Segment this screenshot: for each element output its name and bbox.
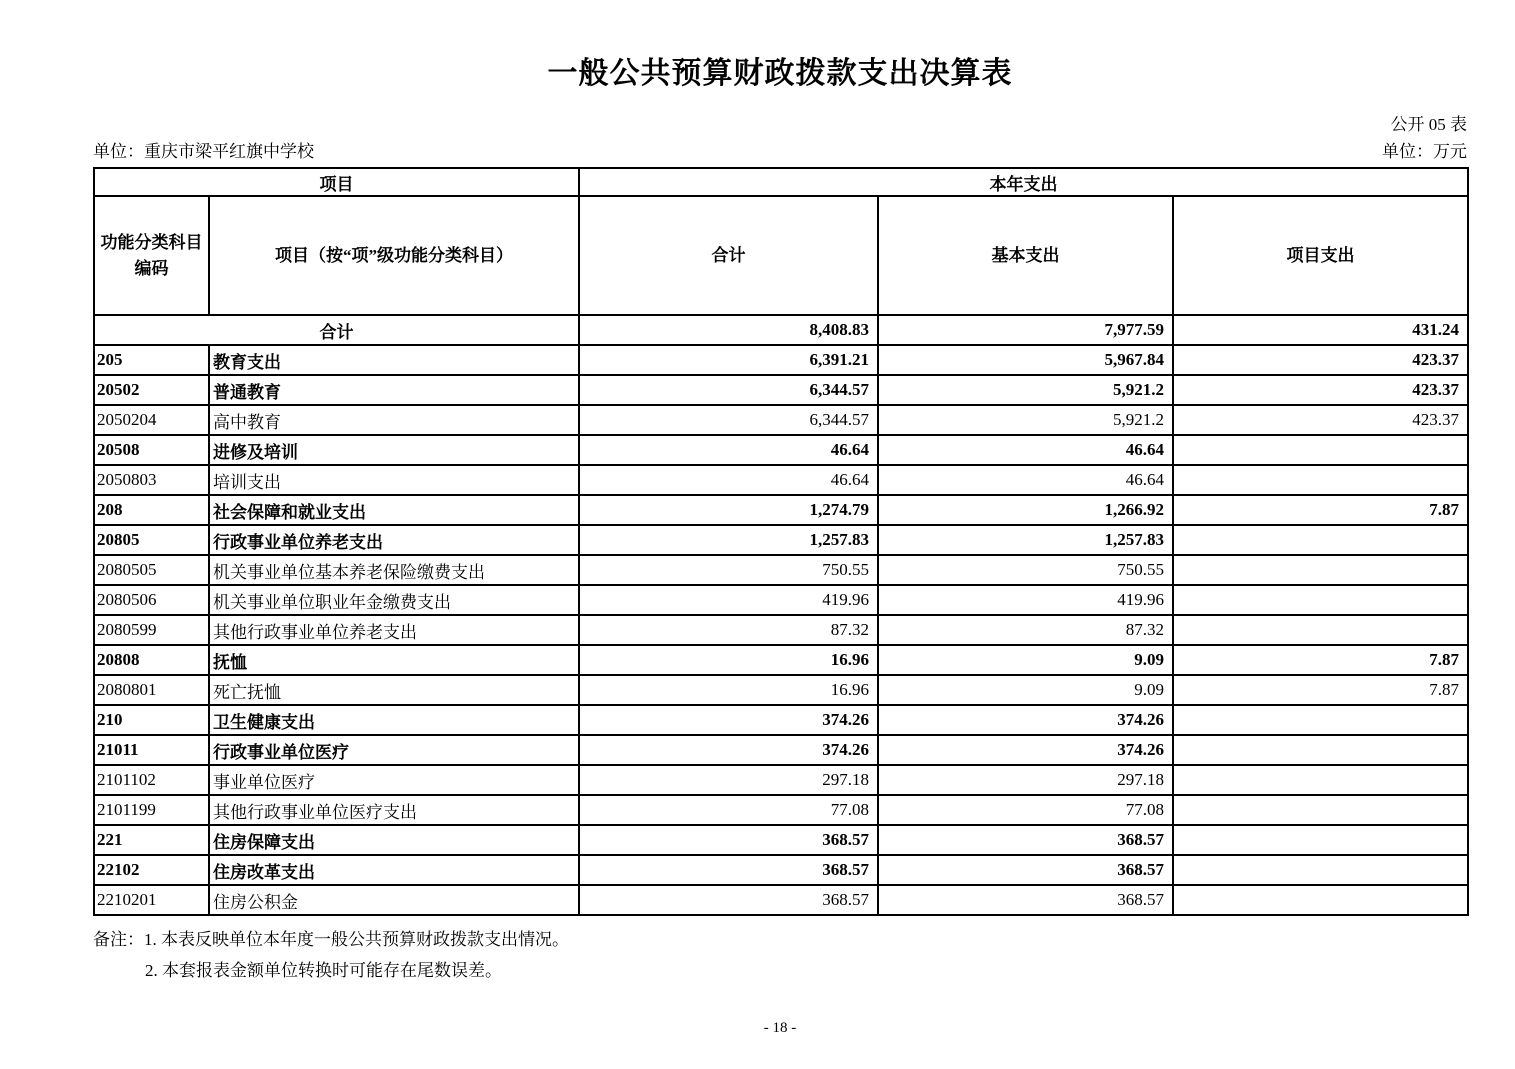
row-total-cell: 297.18	[579, 765, 878, 795]
row-basic-cell: 5,921.2	[878, 375, 1173, 405]
row-name-cell: 其他行政事业单位医疗支出	[209, 795, 579, 825]
row-total-cell: 87.32	[579, 615, 878, 645]
row-code-cell: 208	[94, 495, 209, 525]
note-line-2: 2. 本套报表金额单位转换时可能存在尾数误差。	[145, 961, 502, 980]
row-name-cell: 住房改革支出	[209, 855, 579, 885]
row-name-cell: 卫生健康支出	[209, 705, 579, 735]
row-total-cell: 750.55	[579, 555, 878, 585]
header-col-item: 项目（按“项”级功能分类科目）	[209, 196, 579, 315]
row-name-cell: 进修及培训	[209, 435, 579, 465]
budget-table	[93, 167, 1469, 916]
row-basic-cell: 46.64	[878, 465, 1173, 495]
budget-table-body	[94, 168, 1468, 915]
row-project-cell	[1173, 825, 1468, 855]
unit-name-label: 单位：重庆市梁平红旗中学校	[93, 142, 314, 161]
row-total-cell: 8,408.83	[579, 315, 878, 345]
table-row	[94, 795, 1468, 825]
row-code-cell: 2101102	[94, 765, 209, 795]
notes	[93, 927, 1467, 983]
row-project-cell: 423.37	[1173, 345, 1468, 375]
row-project-cell	[1173, 435, 1468, 465]
row-code-cell: 221	[94, 825, 209, 855]
header-col-project: 项目支出	[1173, 196, 1468, 315]
row-basic-cell: 9.09	[878, 645, 1173, 675]
row-code-cell: 210	[94, 705, 209, 735]
row-basic-cell: 1,266.92	[878, 495, 1173, 525]
row-project-cell	[1173, 525, 1468, 555]
row-basic-cell: 9.09	[878, 675, 1173, 705]
table-row	[94, 885, 1468, 915]
row-code-cell: 2050204	[94, 405, 209, 435]
row-code-cell: 2080801	[94, 675, 209, 705]
table-row	[94, 705, 1468, 735]
row-name-cell: 社会保障和就业支出	[209, 495, 579, 525]
row-project-cell	[1173, 615, 1468, 645]
row-basic-cell: 77.08	[878, 795, 1173, 825]
row-code-cell: 20805	[94, 525, 209, 555]
row-code-cell: 2080599	[94, 615, 209, 645]
row-code-cell: 2080506	[94, 585, 209, 615]
row-name-cell: 合计	[94, 315, 579, 345]
row-name-cell: 机关事业单位职业年金缴费支出	[209, 585, 579, 615]
row-project-cell	[1173, 885, 1468, 915]
row-project-cell	[1173, 795, 1468, 825]
row-basic-cell: 87.32	[878, 615, 1173, 645]
row-total-cell: 77.08	[579, 795, 878, 825]
row-name-cell: 抚恤	[209, 645, 579, 675]
row-basic-cell: 1,257.83	[878, 525, 1173, 555]
row-total-cell: 16.96	[579, 645, 878, 675]
table-row	[94, 345, 1468, 375]
row-basic-cell: 750.55	[878, 555, 1173, 585]
table-row	[94, 555, 1468, 585]
table-row	[94, 765, 1468, 795]
note-line-1: 备注：1. 本表反映单位本年度一般公共预算财政拨款支出情况。	[93, 930, 569, 949]
row-basic-cell: 368.57	[878, 855, 1173, 885]
row-project-cell	[1173, 585, 1468, 615]
table-row	[94, 525, 1468, 555]
row-code-cell: 22102	[94, 855, 209, 885]
row-name-cell: 住房保障支出	[209, 825, 579, 855]
row-code-cell: 20502	[94, 375, 209, 405]
row-name-cell: 死亡抚恤	[209, 675, 579, 705]
row-project-cell: 7.87	[1173, 645, 1468, 675]
table-row	[94, 855, 1468, 885]
row-basic-cell: 368.57	[878, 885, 1173, 915]
row-total-cell: 368.57	[579, 855, 878, 885]
row-project-cell	[1173, 855, 1468, 885]
table-row	[94, 735, 1468, 765]
row-total-cell: 6,344.57	[579, 375, 878, 405]
header-col-code-line1: 功能分类科目	[100, 232, 203, 252]
table-row	[94, 465, 1468, 495]
page-title: 一般公共预算财政拨款支出决算表	[547, 57, 1013, 90]
row-project-cell	[1173, 765, 1468, 795]
row-total-cell: 368.57	[579, 825, 878, 855]
header-col-code-line2: 编码	[134, 258, 169, 278]
table-row	[94, 495, 1468, 525]
row-project-cell	[1173, 705, 1468, 735]
row-basic-cell: 7,977.59	[878, 315, 1173, 345]
row-project-cell: 7.87	[1173, 675, 1468, 705]
row-name-cell: 行政事业单位养老支出	[209, 525, 579, 555]
row-basic-cell: 297.18	[878, 765, 1173, 795]
header-col-basic: 基本支出	[878, 196, 1173, 315]
row-total-cell: 46.64	[579, 435, 878, 465]
header-col-total: 合计	[579, 196, 878, 315]
header-group-year: 本年支出	[579, 168, 1468, 196]
row-code-cell: 205	[94, 345, 209, 375]
row-total-cell: 374.26	[579, 705, 878, 735]
table-row	[94, 405, 1468, 435]
row-name-cell: 普通教育	[209, 375, 579, 405]
row-name-cell: 高中教育	[209, 405, 579, 435]
row-total-cell: 6,391.21	[579, 345, 878, 375]
row-code-cell: 20508	[94, 435, 209, 465]
table-header-cols-row	[94, 196, 1468, 315]
row-project-cell	[1173, 735, 1468, 765]
row-project-cell	[1173, 555, 1468, 585]
meta-line	[93, 140, 1467, 164]
row-basic-cell: 419.96	[878, 585, 1173, 615]
row-basic-cell: 368.57	[878, 825, 1173, 855]
row-project-cell	[1173, 465, 1468, 495]
header-col-code	[94, 196, 209, 315]
row-total-cell: 374.26	[579, 735, 878, 765]
row-code-cell: 2101199	[94, 795, 209, 825]
doc-number-label: 公开 05 表	[1390, 115, 1467, 134]
table-row	[94, 375, 1468, 405]
row-total-cell: 1,257.83	[579, 525, 878, 555]
row-total-cell: 16.96	[579, 675, 878, 705]
table-row	[94, 675, 1468, 705]
table-row	[94, 825, 1468, 855]
row-code-cell: 2080505	[94, 555, 209, 585]
row-code-cell: 20808	[94, 645, 209, 675]
table-row	[94, 315, 1468, 345]
row-basic-cell: 374.26	[878, 735, 1173, 765]
row-name-cell: 其他行政事业单位养老支出	[209, 615, 579, 645]
row-code-cell: 2210201	[94, 885, 209, 915]
row-total-cell: 46.64	[579, 465, 878, 495]
table-header-group-row	[94, 168, 1468, 196]
document-content	[93, 0, 1467, 983]
table-row	[94, 435, 1468, 465]
page-number: - 18 -	[763, 1020, 797, 1036]
table-row	[94, 615, 1468, 645]
row-code-cell: 2050803	[94, 465, 209, 495]
row-project-cell: 7.87	[1173, 495, 1468, 525]
row-project-cell: 423.37	[1173, 375, 1468, 405]
table-row	[94, 585, 1468, 615]
table-row	[94, 645, 1468, 675]
row-basic-cell: 5,921.2	[878, 405, 1173, 435]
row-name-cell: 培训支出	[209, 465, 579, 495]
unit-currency-label: 单位：万元	[1382, 142, 1467, 161]
row-basic-cell: 5,967.84	[878, 345, 1173, 375]
row-name-cell: 机关事业单位基本养老保险缴费支出	[209, 555, 579, 585]
row-name-cell: 行政事业单位医疗	[209, 735, 579, 765]
row-total-cell: 368.57	[579, 885, 878, 915]
row-total-cell: 1,274.79	[579, 495, 878, 525]
row-basic-cell: 46.64	[878, 435, 1173, 465]
row-name-cell: 教育支出	[209, 345, 579, 375]
header-group-item: 项目	[94, 168, 579, 196]
row-name-cell: 事业单位医疗	[209, 765, 579, 795]
row-project-cell: 431.24	[1173, 315, 1468, 345]
row-total-cell: 419.96	[579, 585, 878, 615]
row-project-cell: 423.37	[1173, 405, 1468, 435]
row-total-cell: 6,344.57	[579, 405, 878, 435]
row-code-cell: 21011	[94, 735, 209, 765]
row-name-cell: 住房公积金	[209, 885, 579, 915]
row-basic-cell: 374.26	[878, 705, 1173, 735]
